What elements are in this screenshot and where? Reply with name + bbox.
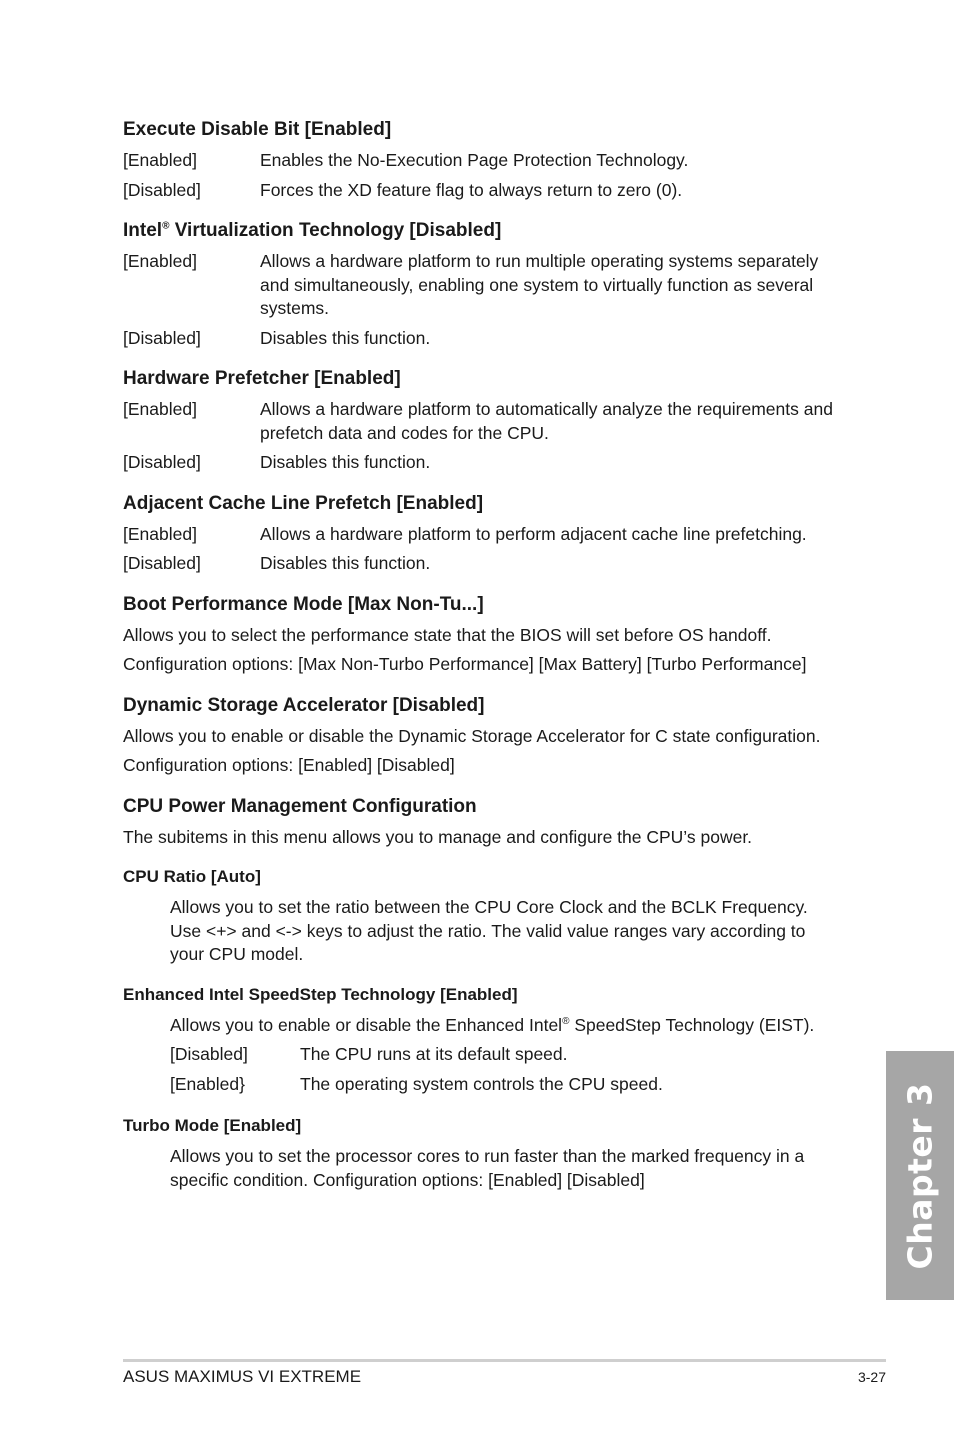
option-key: [Disabled] — [123, 553, 201, 573]
subsection-title: Turbo Mode [Enabled] — [123, 1116, 302, 1135]
registered-mark: ® — [562, 1015, 570, 1027]
option-key: [Disabled] — [123, 179, 201, 200]
option-key: [Disabled] — [123, 327, 201, 348]
option-desc: Enables the No-Execution Page Protection Technology. — [260, 150, 689, 170]
option-key: [Disabled] — [170, 1044, 248, 1064]
registered-mark: ® — [162, 220, 170, 232]
subsection-paragraph: Allows you to set the processor cores to run faster than the marked frequency in a specific condition. Configuration options: [Enabled] [Disabled] — [170, 1146, 805, 1190]
option-desc: Allows a hardware platform to automatically analyze the requirements and prefetch data and codes for the CPU. — [260, 399, 833, 443]
section-title — [123, 219, 843, 243]
option-row — [123, 523, 843, 547]
section-title: Execute Disable Bit [Enabled] — [123, 119, 392, 140]
option-row — [123, 149, 843, 173]
option-key: [Disabled] — [123, 452, 201, 472]
section-paragraph: Configuration options: [Max Non-Turbo Performance] [Max Battery] [Turbo Performance] — [123, 654, 807, 674]
option-desc: Disables this function. — [260, 553, 431, 573]
section-adjacent-cache-line-prefetch — [123, 492, 843, 576]
subsection-paragraph: Allows you to set the ratio between the CPU Core Clock and the BCLK Frequency. Use <+> and <-> keys to adjust the ratio. The valid value ranges vary according to your CPU model. — [170, 897, 808, 964]
option-row — [123, 552, 843, 576]
option-desc: Allows a hardware platform to perform adjacent cache line prefetching. — [260, 523, 807, 544]
para-pre: Allows you to enable or disable the Enhanced Intel — [170, 1014, 563, 1035]
section-hardware-prefetcher — [123, 367, 843, 475]
section-execute-disable-bit — [123, 118, 843, 202]
section-cpu-power-management — [123, 795, 843, 850]
title-post: Virtualization Technology [Disabled] — [169, 220, 502, 241]
option-desc: Disables this function. — [260, 452, 431, 472]
subsection-paragraph — [170, 1014, 843, 1038]
option-key: [Enabled] — [123, 523, 197, 544]
section-title: Hardware Prefetcher [Enabled] — [123, 368, 401, 389]
section-paragraph: The subitems in this menu allows you to manage and configure the CPU’s power. — [123, 826, 753, 847]
subsection-turbo-mode — [123, 1115, 843, 1192]
section-title: Adjacent Cache Line Prefetch [Enabled] — [123, 492, 484, 514]
option-desc: Allows a hardware platform to run multiple operating systems separately and simultaneously, enabling one system to virtually function as several systems. — [260, 251, 819, 318]
chapter-label: Chapter 3 — [900, 1082, 940, 1269]
section-paragraph: Allows you to select the performance state that the BIOS will set before OS handoff. — [123, 624, 772, 645]
option-row — [123, 327, 843, 351]
subsection-title: CPU Ratio [Auto] — [123, 867, 261, 886]
subsection-title: Enhanced Intel SpeedStep Technology [Enabled] — [123, 984, 518, 1004]
option-row — [170, 1043, 843, 1067]
section-title: CPU Power Management Configuration — [123, 795, 477, 817]
option-row — [123, 179, 843, 203]
option-key: [Enabled] — [123, 150, 197, 170]
section-title: Boot Performance Mode [Max Non-Tu...] — [123, 593, 484, 615]
option-key: [Enabled] — [123, 251, 197, 271]
section-dynamic-storage-accelerator — [123, 694, 843, 778]
option-key: [Enabled] — [123, 399, 197, 419]
option-row — [123, 250, 843, 321]
footer-rule — [123, 1359, 886, 1362]
option-desc: The CPU runs at its default speed. — [300, 1044, 568, 1064]
section-paragraph: Configuration options: [Enabled] [Disabled] — [123, 755, 455, 775]
title-pre: Intel — [123, 220, 163, 241]
section-virtualization-technology — [123, 219, 843, 350]
section-boot-performance-mode — [123, 593, 843, 677]
section-title: Dynamic Storage Accelerator [Disabled] — [123, 694, 485, 716]
section-paragraph: Allows you to enable or disable the Dynamic Storage Accelerator for C state configuration. — [123, 725, 821, 746]
subsection-cpu-ratio — [123, 866, 843, 967]
option-row — [170, 1073, 843, 1097]
manual-content — [123, 118, 843, 1198]
option-key: [Enabled} — [170, 1073, 245, 1094]
para-post: SpeedStep Technology (EIST). — [569, 1014, 815, 1035]
option-row — [123, 451, 843, 475]
subsection-enhanced-speedstep — [123, 984, 843, 1097]
footer-page-number: 3-27 — [857, 1369, 886, 1385]
option-desc: Disables this function. — [260, 327, 431, 348]
chapter-tab — [886, 1051, 954, 1300]
option-desc: The operating system controls the CPU speed. — [300, 1073, 663, 1094]
option-row — [123, 398, 843, 445]
option-desc: Forces the XD feature flag to always return to zero (0). — [260, 179, 683, 200]
footer-product: ASUS MAXIMUS VI EXTREME — [123, 1367, 362, 1386]
